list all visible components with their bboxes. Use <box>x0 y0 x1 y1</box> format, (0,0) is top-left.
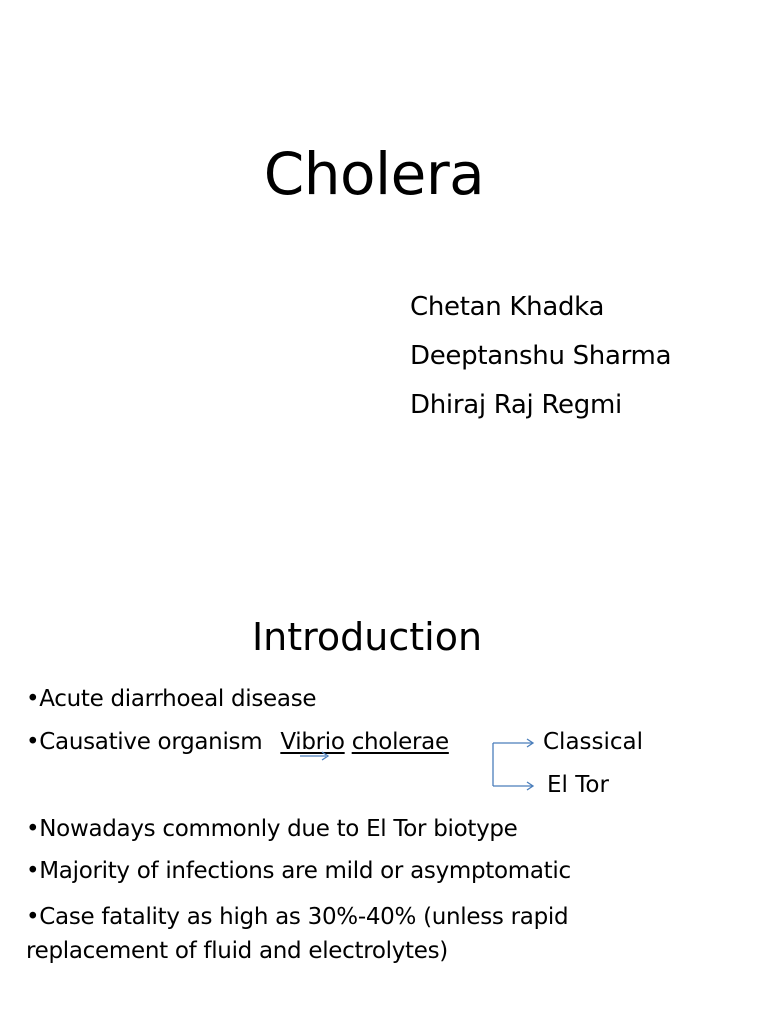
author-list <box>410 283 671 430</box>
author-name: Dhiraj Raj Regmi <box>410 390 622 420</box>
biotype-el-tor: El Tor <box>547 772 609 798</box>
organism-genus: Vibrio <box>280 729 345 755</box>
slide-title: Introduction <box>251 615 483 659</box>
bullet-item: •Acute diarrhoeal disease <box>26 686 317 712</box>
bullet-item-causative-organism <box>26 728 449 756</box>
biotype-classical: Classical <box>543 729 644 755</box>
bullet-item: •Case fatality as high as 30%-40% (unless rapid replacement of fluid and electrolytes) <box>26 904 569 964</box>
title-slide <box>0 0 768 510</box>
bullet-item: •Majority of infections are mild or asymptomatic <box>26 858 571 884</box>
bullet-item: •Nowadays commonly due to El Tor biotype <box>26 816 518 842</box>
bullet-text: •Causative organism <box>26 729 263 755</box>
author-name: Chetan Khadka <box>410 292 605 322</box>
author-name: Deeptanshu Sharma <box>410 341 672 371</box>
slide-title: Cholera <box>263 140 485 208</box>
introduction-slide <box>0 510 768 1024</box>
organism-species: cholerae <box>351 729 449 755</box>
